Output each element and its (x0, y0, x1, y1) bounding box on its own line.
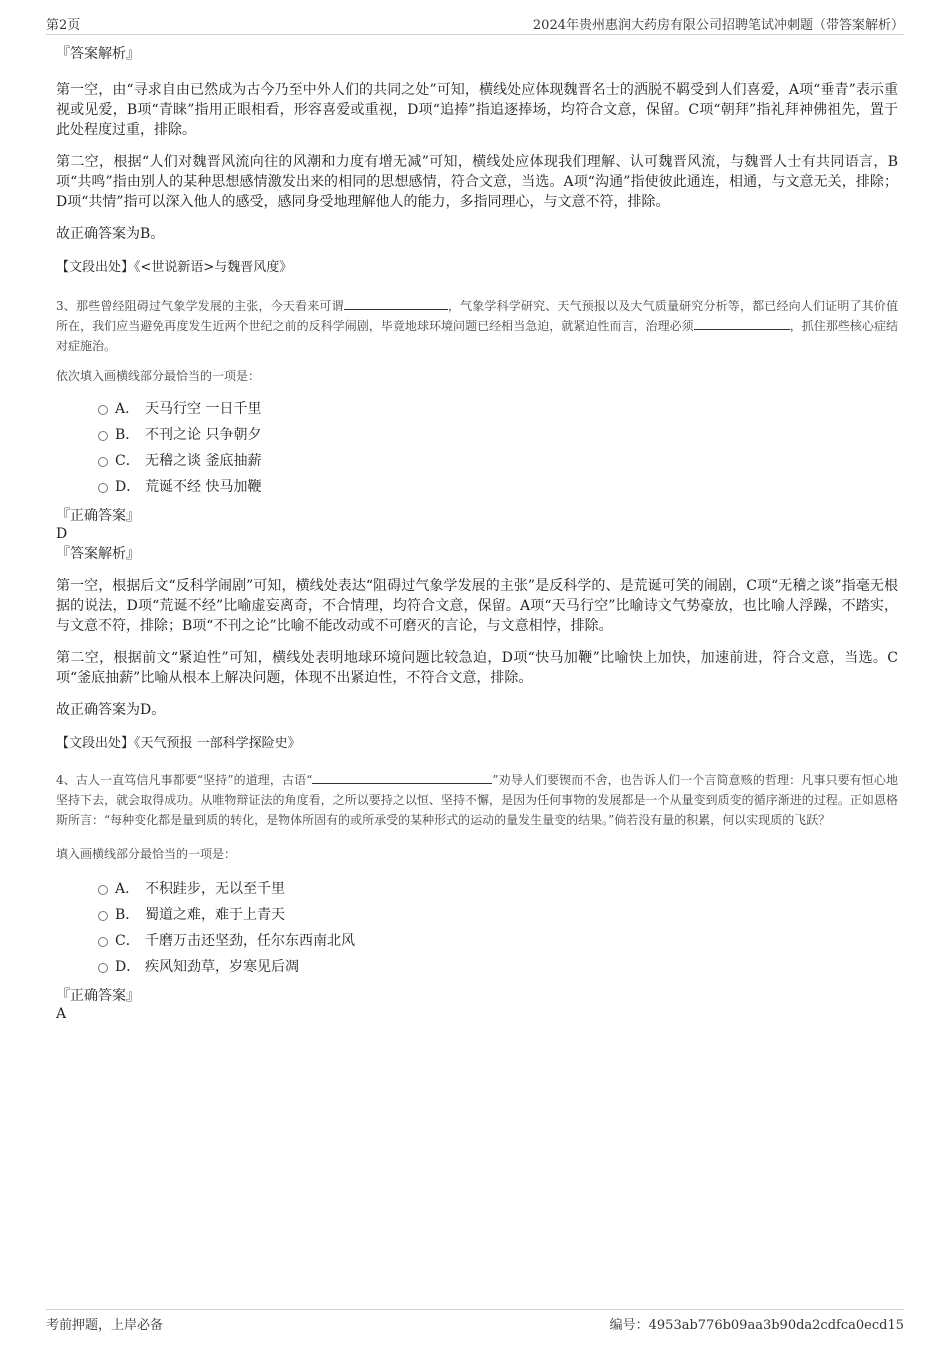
page-number: 第2页 (46, 18, 81, 33)
q3-analysis-paragraph-1: 第一空，根据后文“反科学闹剧”可知，横线处表达“阻碍过气象学发展的主张”是反科学的、是荒诞可笑的闹剧，C项“无稽之谈”指毫无根据的说法，D项“荒诞不经”比喻虚妄离奇，不合情理，均符合文意，保留。A项“天马行空”比喻诗文气势豪放，也比喻人浮躁，不踏实，与文意不符，排除；B项“不刊之论”比喻不能改动或不可磨灭的言论，与文意相悖，排除。 (56, 578, 898, 634)
footer-slogan: 考前押题，上岸必备 (46, 1318, 164, 1333)
radio-icon[interactable] (98, 405, 108, 415)
q3-analysis-title: 『答案解析』 (56, 546, 140, 562)
document-code: 编号：4953ab776b09aa3b90da2cdfca0ecd15 (609, 1318, 904, 1333)
radio-icon[interactable] (98, 483, 108, 493)
radio-icon[interactable] (98, 963, 108, 973)
page-footer (46, 1309, 904, 1334)
q3-source: 【文段出处】《天气预报 一部科学探险史》 (56, 736, 301, 751)
q3-prompt: 依次填入画横线部分最恰当的一项是： (56, 369, 261, 383)
q3-correct-title: 『正确答案』 (56, 508, 140, 524)
q4-option-b[interactable]: B． 蜀道之难，难于上青天 (56, 902, 898, 928)
q3-option-d[interactable]: D． 荒诞不经 快马加鞭 (56, 474, 898, 500)
q2-analysis-paragraph-1: 第一空，由“寻求自由已然成为古今乃至中外人们的共同之处”可知，横线处应体现魏晋名士的洒脱不羁受到人们喜爱，A项“垂青”表示重视或见爱，B项“青睐”指用正眼相看，形容喜爱或重视，D项“追捧”指追逐捧场，均符合文意，保留。C项“朝拜”指礼拜神佛祖先，置于此处程度过重，排除。 (56, 82, 898, 138)
q3-stem: 3、那些曾经阻碍过气象学发展的主张，今天看来可谓 ，气象学科学研究、天气预报以及大气质量研究分析等，都已经向人们证明了其价值所在，我们应当避免再度发生近两个世纪之前的反科学闹剧，毕竟地球环境问题已经相当急迫，就紧迫性而言，治理必须 ，抓住那些核心症结对症施治。 (56, 299, 898, 353)
radio-icon[interactable] (98, 937, 108, 947)
q4-option-c[interactable]: C． 千磨万击还坚劲，任尔东西南北风 (56, 928, 898, 954)
document-title: 2024年贵州惠润大药房有限公司招聘笔试冲刺题（带答案解析） (532, 18, 904, 33)
q3-blank-1 (344, 297, 448, 310)
q4-correct-answer: A (56, 1006, 67, 1022)
radio-icon[interactable] (98, 431, 108, 441)
q4-stem: 4、古人一直笃信凡事都要“坚持”的道理，古语“ ”劝导人们要锲而不舍，也告诉人们一个言简意赅的哲理：凡事只要有恒心地坚持下去，就会取得成功。从唯物辩证法的角度看，之所以要持之以恒、坚持不懈，是因为任何事物的发展都是一个从量变到质变的循序渐进的过程。正如恩格斯所言：“每种变化都是量到质的转化，是物体所固有的或所承受的某种形式的运动的量发生量变的结果。”倘若没有量的积累，何以实现质的飞跃？ (56, 773, 899, 827)
q3-correct-answer: D (56, 526, 68, 542)
q2-source: 【文段出处】《<世说新语>与魏晋风度》 (56, 260, 293, 275)
q3-option-c[interactable]: C． 无稽之谈 釜底抽薪 (56, 448, 898, 474)
q4-correct-title: 『正确答案』 (56, 988, 140, 1004)
q3-options (56, 396, 898, 500)
page-header (46, 12, 904, 35)
q3-analysis-paragraph-2: 第二空，根据前文“紧迫性”可知，横线处表明地球环境问题比较急迫，D项“快马加鞭”比喻快上加快，加速前进，符合文意，当选。C项“釜底抽薪”比喻从根本上解决问题，体现不出紧迫性，不符合文意，排除。 (56, 650, 898, 686)
radio-icon[interactable] (98, 911, 108, 921)
q3-option-b[interactable]: B． 不刊之论 只争朝夕 (56, 422, 898, 448)
q4-blank (312, 771, 492, 784)
radio-icon[interactable] (98, 885, 108, 895)
q3-option-a[interactable]: A． 天马行空 一日千里 (56, 396, 898, 422)
q3-blank-2 (694, 317, 790, 330)
q4-prompt: 填入画横线部分最恰当的一项是： (56, 847, 237, 861)
q4-option-d[interactable]: D． 疾风知劲草，岁寒见后凋 (56, 954, 898, 980)
q3-conclusion: 故正确答案为D。 (56, 702, 166, 718)
q4-options (56, 876, 898, 980)
q2-analysis-paragraph-2: 第二空，根据“人们对魏晋风流向往的风潮和力度有增无减”可知，横线处应体现我们理解、认可魏晋风流，与魏晋人士有共同语言，B项“共鸣”指由别人的某种思想感情激发出来的相同的思想感情，符合文意，当选。A项“沟通”指使彼此通连，相通，与文意无关，排除；D项“共情”指可以深入他人的感受，感同身受地理解他人的能力，多指同理心，与文意不符，排除。 (56, 154, 898, 210)
radio-icon[interactable] (98, 457, 108, 467)
q2-analysis-title: 『答案解析』 (56, 46, 140, 62)
q2-conclusion: 故正确答案为B。 (56, 226, 165, 242)
q4-option-a[interactable]: A． 不积跬步，无以至千里 (56, 876, 898, 902)
page-content (56, 44, 898, 1022)
